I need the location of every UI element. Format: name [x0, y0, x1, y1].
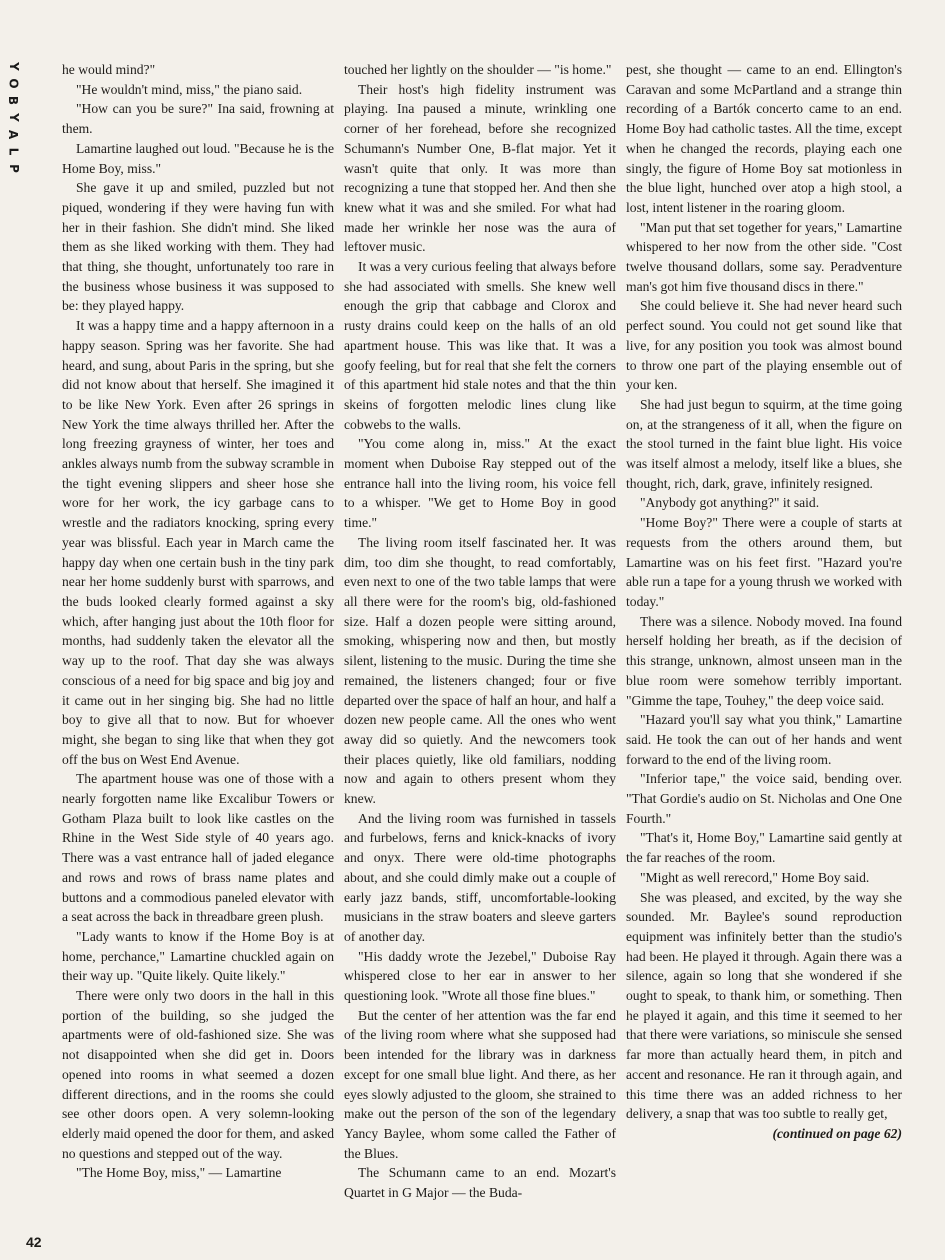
paragraph: It was a very curious feeling that always before she had associated with smells. She knew well enough the grip that cabbage and Clorox and rusty drains could keep on the halls of an old apartment house. This was like that. It was a goofy feeling, but for real that she felt the corners of this apartment hid stale notes and that the thin skeins of forgotten melodic lines clung like cobwebs to the walls. [344, 259, 616, 432]
paragraph: And the living room was furnished in tassels and furbelows, ferns and knick-knacks of ivory and onyx. There were old-time photographs about, and she could dimly make out a couple of early jazz bands, stiff, uncomfortable-looking musicians in the straw boaters and sleeve garters of another day. [344, 810, 616, 944]
paragraph: "Anybody got anything?" it said. [640, 495, 820, 511]
side-label-letter: Y [6, 62, 21, 71]
paragraph: There was a silence. Nobody moved. Ina found herself holding her breath, as if the decision of this strange, unknown, almost unseen man in the blue room were somehow terribly important. "Gimme the tape, Touhey," the deep voice said. [626, 613, 902, 708]
paragraph: "The Home Boy, miss," — Lamartine [76, 1165, 282, 1181]
paragraph: It was a happy time and a happy afternoon in a happy season. Spring was her favorite. She had heard, and sung, about Paris in the spring, but she did not know about that herself. She imagined it to be like New York. Even after 26 springs in New York the time always thrilled her. After the long freezing grayness of winter, her toes and ankles always numb from the subway scramble in the tight evening slippers and sheer hose she wore for her work, the icy garbage cans to wrestle and the radiators knocking, spring every year was blissful. Each year in March came the happy day when one certain bush in the tiny park near her home suddenly burst with sparrows, and the buds looked clearly formed against a sky which, after hanging just about the 10th floor for months, had suddenly taken the elevator all the way up to the roof. That day she was always conscious of a need for big space and big joy and it came out in her singing big. She had no little boy to give all that to now. But for whoever might, she began to sing like that when they got off the bus on West End Avenue. [62, 318, 334, 767]
paragraph: "How can you be sure?" Ina said, frowning at them. [62, 101, 334, 137]
paragraph: touched her lightly on the shoulder — "is home." [344, 62, 612, 77]
side-label-letter: B [6, 95, 21, 106]
paragraph: The living room itself fascinated her. It was dim, too dim she thought, to read comfortably, even next to one of the two table lamps that were all there were for the room's big, old-fashioned size. Half a dozen people were sitting around, smoking, whispering now and then, but mostly silent, listening to the music. During the time she remained, the listeners changed; four or five departed over the space of half an hour, and half a dozen new people came. All the ones who went away did so quietly. And the newcomers took their places quietly, like old familiars, nodding now and again to others present whom they knew. [344, 534, 616, 807]
side-label-letter: P [6, 164, 21, 173]
page-number: 42 [26, 1234, 42, 1250]
side-label-letter: A [6, 129, 21, 140]
paragraph: "You come along in, miss." At the exact moment when Duboise Ray stepped out of the entrance hall into the living room, his voice fell to a whisper. "We get to Home Boy in good time." [344, 436, 616, 531]
paragraph: She could believe it. She had never heard such perfect sound. You could not get sound like that live, for any position you took was almost bound to throw one part of the playing ensemble out of your ken. [626, 298, 902, 393]
paragraph: "Lady wants to know if the Home Boy is at home, perchance," Lamartine chuckled again on their way up. "Quite likely. Quite likely." [62, 928, 334, 984]
paragraph: But the center of her attention was the far end of the living room where what she supposed had been intended for the library was in darkness except for one small blue light. And there, as her eyes slowly adjusted to the gloom, she strained to make out the person of the son of the legendary Yancy Baylee, whom some called the Father of the Blues. [344, 1007, 616, 1161]
paragraph: "Man put that set together for years," Lamartine whispered to her now from the other side. "Cost twelve thousand dollars, some say. Peradventure man's got him five thousand discs in there." [626, 219, 902, 294]
paragraph: Their host's high fidelity instrument was playing. Ina paused a minute, wrinkling one corner of her forehead, before she recognized Schumann's Number One, B-flat major. Yet it wasn't quite that only. It was more than recognizing a tune that stopped her. And then she knew what it was and she smiled. For what had made her wrinkle her nose was the aura of leftover music. [344, 81, 616, 255]
side-label-letter: L [6, 147, 21, 156]
text-column-3 [626, 60, 902, 1144]
paragraph: There were only two doors in the hall in this portion of the building, so she judged the apartments were of old-fashioned size. She was not disappointed when she did get in. Doors opened into rooms in what seemed a dozen different directions, and in the rooms she could see other doors open. A very solemn-looking elderly maid opened the door for them, and asked no questions and stepped out of the way. [62, 988, 334, 1161]
paragraph: She gave it up and smiled, puzzled but not piqued, wondering if they were having fun with her in their fashion. She didn't mind. She liked them as she liked working with them. They had that thing, she thought, unfortunately too rare in the business whose business it was supposed to be: they played happy. [62, 180, 334, 314]
side-label-letter: O [6, 78, 21, 89]
paragraph: "Inferior tape," the voice said, bending over. "That Gordie's audio on St. Nicholas and One One Fourth." [626, 771, 902, 826]
side-label-letter: Y [6, 113, 21, 122]
text-column-1 [62, 60, 334, 1183]
paragraph: "Hazard you'll say what you think," Lamartine said. He took the can out of her hands and went forward to the end of the living room. [626, 712, 902, 767]
text-column-2 [344, 60, 616, 1203]
paragraph: She had just begun to squirm, at the time going on, at the strangeness of it all, when the figure on the stool turned in the faint blue light. His voice was itself almost a melody, itself like a blues, she thought, rich, dark, grave, infinitely resigned. [626, 396, 902, 491]
paragraph: "That's it, Home Boy," Lamartine said gently at the far reaches of the room. [626, 830, 902, 866]
continued-note: (continued on page 62) [772, 1125, 902, 1141]
paragraph: "His daddy wrote the Jezebel," Duboise Ray whispered close to her ear in answer to her questioning look. "Wrote all those fine blues." [344, 948, 616, 1004]
paragraph: She was pleased, and excited, by the way she sounded. Mr. Baylee's sound reproduction equipment was infinitely better than the studio's had been. He played it through. Again there was a silence, again so long that she wondered if she ought to speak, to thank him, or something. Then he played it again, and this time it seemed to her that there were variations, so miniscule she sensed far more than actually heard them, in pitch and accent and resonance. He ran it through again, and this time there was an added richness to her delivery, a snap that was too subtle to really get, [626, 889, 902, 1122]
paragraph: The Schumann came to an end. Mozart's Quartet in G Major — the Buda- [344, 1165, 616, 1201]
paragraph: he would mind?" [62, 62, 156, 77]
paragraph: Lamartine laughed out loud. "Because he is the Home Boy, miss." [62, 140, 334, 176]
paragraph: "He wouldn't mind, miss," the piano said. [76, 81, 303, 97]
paragraph: "Home Boy?" There were a couple of starts at requests from the others around them, but Lamartine was on his feet first. "Hazard you're able run a tape for a young thrush we worked with today." [626, 515, 902, 609]
paragraph: pest, she thought — came to an end. Ellington's Caravan and some McPartland and a strange thin recording of a Bartók concerto came to an end. Home Boy had catholic tastes. All the time, except when he changed the records, playing each one singly, the figure of Home Boy sat motionless in the blue light, hunched over atop a high stool, a lost, intent listener in the roaring gloom. [626, 62, 902, 215]
paragraph: "Might as well rerecord," Home Boy said. [640, 869, 870, 885]
magazine-side-label [6, 60, 20, 175]
paragraph: The apartment house was one of those with a nearly forgotten name like Excalibur Towers or Gotham Plaza built to look like castles on the Rhine in the West Side style of 40 years ago. There was a vast entrance hall of jaded elegance and rows and rows of brass name plates and buttons and a commodious paneled elevator with a seat across the back in threadbare green plush. [62, 771, 334, 925]
